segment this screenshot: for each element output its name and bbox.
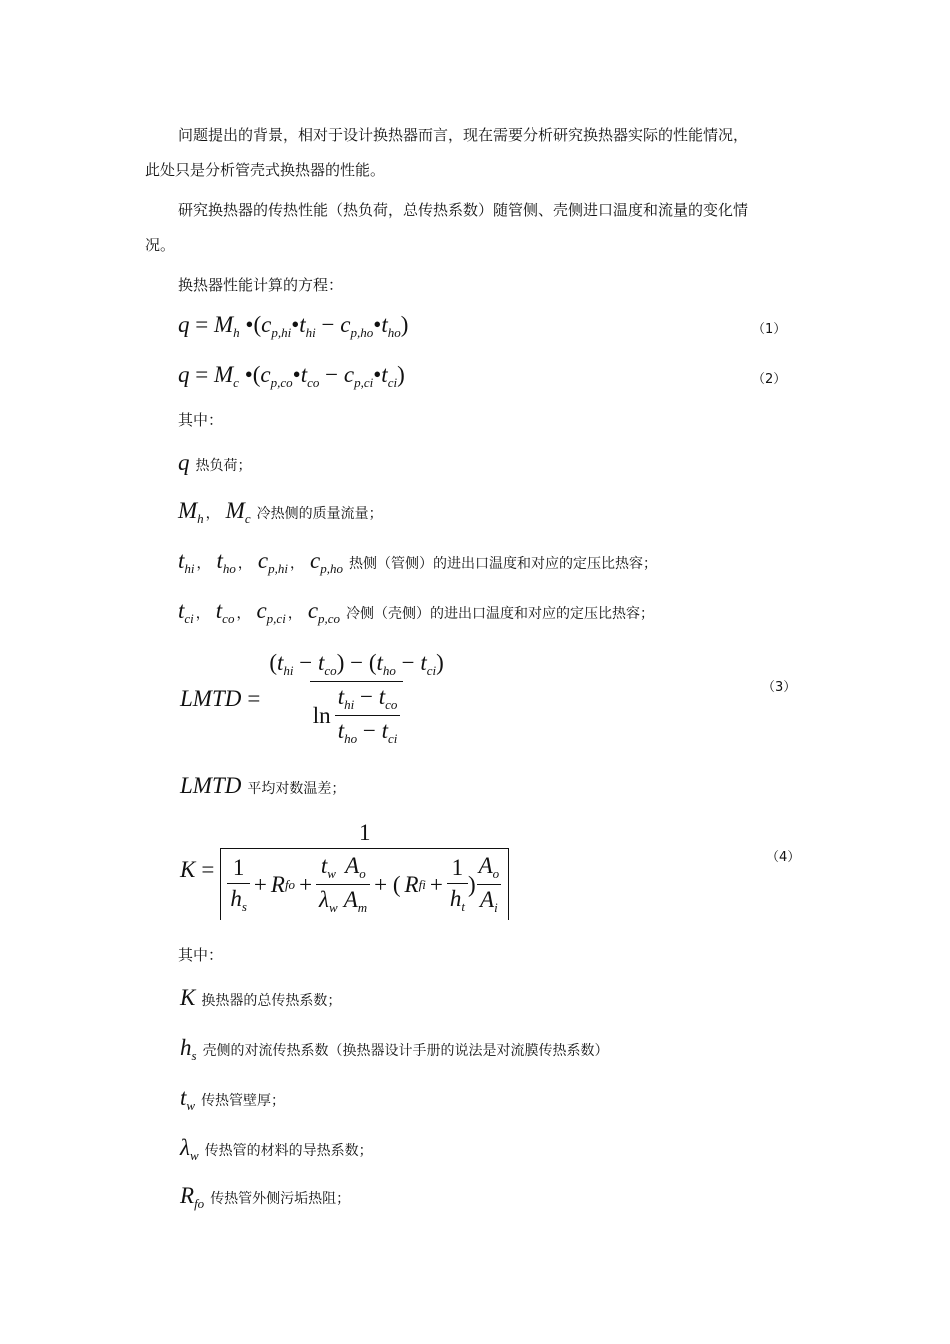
paragraph-background-line1: 问题提出的背景，相对于设计换热器而言，现在需要分析研究换热器实际的性能情况，: [178, 126, 749, 144]
equation-3-number: （3）: [762, 680, 797, 695]
definition-q: q 热负荷；: [178, 450, 252, 475]
definition-cold-side-text: 冷侧（壳侧）的进出口温度和对应的定压比热容；: [346, 606, 655, 622]
definition-Rfo: $R_{fo}$ 传热管外侧污垢热阻；: [180, 1183, 351, 1211]
equation-1-number: （1）: [752, 322, 787, 337]
definition-hot-side-text: 热侧（管侧）的进出口温度和对应的定压比热容；: [348, 556, 657, 572]
definition-hot-side: $t_{hi}$ ， $t_{ho}$ ， $c_{p,hi}$ ， $c_{p,ho}$ 热侧（管侧）的进出口温度和对应的定压比热容；: [178, 548, 657, 576]
equation-2: $q = M_c$ $•(c_{p,co}•t_{co}$ − $c_{p,ci}•t_{ci}$): [178, 362, 405, 390]
definition-tw: $t_w$ 传热管壁厚；: [180, 1085, 286, 1113]
lmtd-fraction: $(t_{hi} - t_{co}) - (t_{ho} - t_{ci})$ ln $\frac{t_{hi} - t_{co}}{t_{ho} - t_{ci}}$: [269, 650, 444, 746]
paragraph-research-line1: 研究换热器的传热性能（热负荷，总传热系数）随管侧、壳侧进口温度和流量的变化情: [178, 201, 749, 219]
paragraph-background-line2: 此处只是分析管壳式换热器的性能。: [145, 161, 386, 179]
definition-Rfo-text: 传热管外侧污垢热阻；: [210, 1191, 351, 1207]
equation-1: $q = M_h$ $•(c_{p,hi}•t_{hi}$ − $c_{p,ho}•t_{ho}$): [178, 312, 409, 340]
definition-hs: $h_s$ 壳侧的对流传热系数（换热器设计手册的说法是对流膜传热系数）: [180, 1035, 609, 1063]
definition-tw-text: 传热管壁厚；: [201, 1093, 286, 1109]
paragraph-research-line2: 况。: [145, 236, 176, 254]
k-fraction: 1 $\frac{1}{h_s}$ + R fo + $\frac{t_w}{\lambda_w}$ $\frac{A_o}{A_m}$ + ( R fi + $\frac{1}{h_t}$ ) $\frac{A_o}{A_i}$: [220, 820, 509, 920]
equation-4-number: （4）: [766, 850, 801, 865]
definition-cold-side: $t_{ci}$ ， $t_{co}$ ， $c_{p,ci}$ ， $c_{p,co}$ 冷侧（壳侧）的进出口温度和对应的定压比热容；: [178, 598, 655, 626]
equation-2-number: （2）: [752, 372, 787, 387]
definition-lambda-w-text: 传热管的材料的导热系数；: [204, 1143, 373, 1159]
definition-lmtd-text: 平均对数温差；: [247, 781, 346, 797]
paragraph-equations-intro: 换热器性能计算的方程：: [178, 276, 344, 294]
equation-3: LMTD = $(t_{hi} - t_{co}) - (t_{ho} - t_{ci})$ ln $\frac{t_{hi} - t_{co}}{t_{ho} - t_{ci}}$: [180, 650, 447, 747]
definition-hs-text: 壳侧的对流传热系数（换热器设计手册的说法是对流膜传热系数）: [202, 1043, 609, 1059]
label-where-1: 其中：: [178, 411, 224, 429]
definition-mass-flow: $M_h$ ， $M_c$ 冷热侧的质量流量；: [178, 498, 383, 526]
definition-q-text: 热负荷；: [195, 458, 252, 474]
definition-mass-flow-text: 冷热侧的质量流量；: [256, 506, 383, 522]
definition-K: K 换热器的总传热系数；: [180, 985, 342, 1010]
definition-lmtd: LMTD 平均对数温差；: [180, 773, 346, 798]
equation-4: K = 1 $\frac{1}{h_s}$ + R fo + $\frac{t_w}{\lambda_w}$ $\frac{A_o}{A_m}$ + ( R fi + $\frac{1}{h_t}$ ) $\frac{A_o}{A_i}$: [180, 820, 509, 920]
label-where-2: 其中：: [178, 946, 224, 964]
definition-K-text: 换热器的总传热系数；: [201, 993, 342, 1009]
definition-lambda-w: $\lambda_w$ 传热管的材料的导热系数；: [180, 1135, 373, 1163]
